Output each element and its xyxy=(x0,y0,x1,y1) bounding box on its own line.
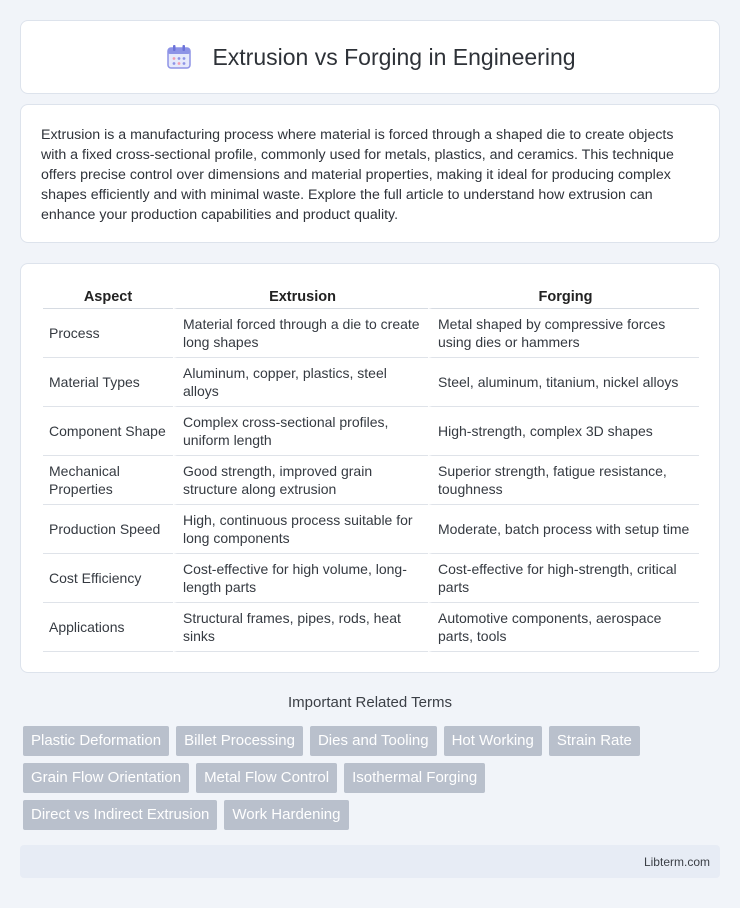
intro-text: Extrusion is a manufacturing process where material is forced through a shaped die to create objects with a fixed cross-sectional profile, commonly used for metals, plastics, and ceramics. This technique offers precise control over dimensions and material properties, making it ideal for producing complex shapes efficiently and with minimal waste. Explore the full article to understand how extrusion can enhance your production capabilities and product quality. xyxy=(41,127,674,223)
aspect-cell: Cost Efficiency xyxy=(43,554,173,603)
forging-cell: Cost-effective for high-strength, critical parts xyxy=(428,554,699,603)
forging-cell: Steel, aluminum, titanium, nickel alloys xyxy=(428,358,699,407)
aspect-cell: Mechanical Properties xyxy=(43,456,173,505)
table-row xyxy=(43,554,699,603)
forging-cell: Automotive components, aerospace parts, tools xyxy=(428,603,699,652)
table-row xyxy=(43,505,699,554)
aspect-cell: Process xyxy=(43,309,173,358)
tag-plastic-deformation[interactable]: Plastic Deformation xyxy=(23,726,169,756)
tag-row xyxy=(23,763,723,793)
tag-isothermal-forging[interactable]: Isothermal Forging xyxy=(344,763,485,793)
tag-hot-working[interactable]: Hot Working xyxy=(444,726,542,756)
extrusion-cell: Structural frames, pipes, rods, heat sinks xyxy=(173,603,428,652)
footer-site-link[interactable]: Libterm.com xyxy=(643,854,710,869)
comparison-table xyxy=(43,284,699,652)
calendar-icon xyxy=(164,42,194,72)
aspect-cell: Component Shape xyxy=(43,407,173,456)
footer xyxy=(20,845,720,878)
header-card xyxy=(20,20,720,94)
tag-billet-processing[interactable]: Billet Processing xyxy=(176,726,303,756)
header-extrusion: Extrusion xyxy=(173,284,428,309)
forging-cell: Metal shaped by compressive forces using dies or hammers xyxy=(428,309,699,358)
table-row xyxy=(43,603,699,652)
page-title: Extrusion vs Forging in Engineering xyxy=(212,43,576,70)
tag-direct-vs-indirect-extrusion[interactable]: Direct vs Indirect Extrusion xyxy=(23,800,217,830)
tag-metal-flow-control[interactable]: Metal Flow Control xyxy=(196,763,337,793)
tag-row xyxy=(23,726,723,756)
tag-grain-flow-orientation[interactable]: Grain Flow Orientation xyxy=(23,763,189,793)
table-row xyxy=(43,309,699,358)
related-terms-title: Important Related Terms xyxy=(288,694,452,711)
header-aspect: Aspect xyxy=(43,284,173,309)
extrusion-cell: Good strength, improved grain structure along extrusion xyxy=(173,456,428,505)
forging-cell: Superior strength, fatigue resistance, toughness xyxy=(428,456,699,505)
header-forging: Forging xyxy=(428,284,699,309)
table-row xyxy=(43,456,699,505)
forging-cell: Moderate, batch process with setup time xyxy=(428,505,699,554)
extrusion-cell: Complex cross-sectional profiles, uniform length xyxy=(173,407,428,456)
tag-strain-rate[interactable]: Strain Rate xyxy=(549,726,640,756)
aspect-cell: Applications xyxy=(43,603,173,652)
table-row xyxy=(43,358,699,407)
comparison-table-card xyxy=(20,263,720,673)
tag-row xyxy=(23,800,723,830)
tag-work-hardening[interactable]: Work Hardening xyxy=(224,800,348,830)
extrusion-cell: Aluminum, copper, plastics, steel alloys xyxy=(173,358,428,407)
extrusion-cell: Cost-effective for high volume, long-length parts xyxy=(173,554,428,603)
aspect-cell: Material Types xyxy=(43,358,173,407)
table-header-row xyxy=(43,284,699,309)
intro-card xyxy=(20,104,720,243)
forging-cell: High-strength, complex 3D shapes xyxy=(428,407,699,456)
related-terms-tags xyxy=(23,726,723,837)
table-row xyxy=(43,407,699,456)
extrusion-cell: High, continuous process suitable for long components xyxy=(173,505,428,554)
extrusion-cell: Material forced through a die to create long shapes xyxy=(173,309,428,358)
tag-dies-and-tooling[interactable]: Dies and Tooling xyxy=(310,726,437,756)
aspect-cell: Production Speed xyxy=(43,505,173,554)
